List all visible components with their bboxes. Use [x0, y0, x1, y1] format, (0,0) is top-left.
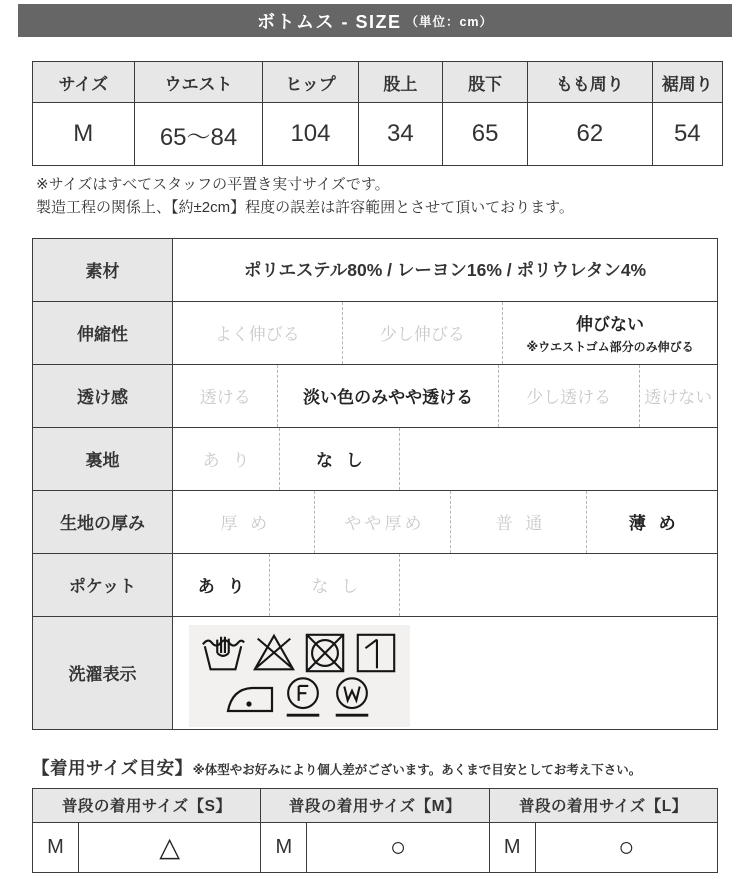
size-table — [32, 61, 723, 166]
fit-col-l — [489, 789, 717, 872]
hand-wash-icon — [199, 630, 247, 676]
hang-dry-in-shade-icon — [352, 630, 400, 676]
fit-col-l-header: 普段の着用サイズ【L】 — [490, 789, 717, 823]
size-note-line2: 製造工程の関係上、【約±2cm】程度の誤差は許容範囲とさせて頂いております。 — [36, 199, 574, 217]
size-table-header-row — [33, 62, 722, 102]
page-title-bar — [18, 4, 732, 37]
rise-value: 34 — [358, 103, 443, 165]
fit-col-l-size: M — [490, 823, 536, 872]
spec-row-pocket — [33, 553, 717, 616]
stretch-option-high: よく伸びる — [214, 325, 300, 344]
unit-label: （単位：cm） — [405, 14, 494, 29]
spec-table — [32, 238, 718, 730]
thickness-option-normal: 普通 — [450, 491, 586, 553]
sheer-option-opaque: 透けない — [639, 365, 717, 427]
laundry-icon-row-1 — [199, 630, 400, 676]
hip-value: 104 — [262, 103, 357, 165]
wet-clean-w-gentle-icon — [329, 674, 375, 720]
material-label: 素材 — [33, 239, 173, 301]
stretch-option-note: ※ウエストゴム部分のみ伸びる — [526, 340, 694, 354]
size-table-value-row — [33, 102, 722, 165]
inseam-col-header: 股下 — [442, 62, 527, 102]
spec-row-sheer — [33, 364, 717, 427]
fit-col-l-mark: ○ — [618, 831, 635, 862]
size-value: M — [73, 120, 94, 147]
sheer-option-light-colors: 淡い色のみやや透ける — [277, 365, 497, 427]
sheer-option-sheer: 透ける — [199, 388, 251, 407]
laundry-icon-row-2 — [225, 674, 400, 720]
material-value: ポリエステル80% / レーヨン16% / ポリウレタン4% — [243, 260, 647, 280]
fit-col-m — [260, 789, 488, 872]
lining-empty-cell — [399, 428, 717, 490]
pocket-empty-cell — [399, 554, 717, 616]
size-note-line1: ※サイズはすべてスタッフの平置き実寸サイズです。 — [36, 176, 390, 193]
pocket-option-no: なし — [269, 554, 399, 616]
fit-col-s — [33, 789, 260, 872]
stretch-label: 伸縮性 — [33, 302, 173, 364]
spec-row-thickness — [33, 490, 717, 553]
laundry-icon-panel — [189, 625, 410, 727]
size-notes — [36, 173, 730, 220]
pocket-option-yes: あり — [197, 577, 258, 596]
thigh-col-header: もも周り — [527, 62, 652, 102]
hem-col-header: 裾周り — [652, 62, 722, 102]
spec-row-stretch — [33, 301, 717, 364]
no-bleach-icon — [250, 630, 298, 676]
page-title: ボトムス - SIZE — [256, 11, 402, 32]
inseam-value: 65 — [442, 103, 527, 165]
fit-guide-heading — [32, 755, 730, 780]
fit-col-s-size: M — [33, 823, 79, 872]
fit-col-m-header: 普段の着用サイズ【M】 — [261, 789, 488, 823]
fit-guide-note: ※体型やお好みにより個人差がございます。あくまで目安としてお考え下さい。 — [192, 762, 642, 777]
stretch-option-none-text: 伸びない — [576, 315, 645, 334]
fit-col-m-mark: ○ — [389, 831, 407, 862]
stretch-option-slight: 少し伸びる — [342, 302, 502, 364]
no-tumble-dry-icon — [301, 630, 349, 676]
spec-row-laundry — [33, 616, 717, 729]
dry-clean-f-gentle-icon — [280, 674, 326, 720]
spec-row-material — [33, 239, 717, 301]
waist-value: 65〜84 — [134, 103, 263, 165]
size-col-header: サイズ — [58, 74, 109, 94]
lining-option-yes: あり — [202, 451, 263, 470]
fit-col-s-header: 普段の着用サイズ【S】 — [33, 789, 260, 823]
hip-col-header: ヒップ — [262, 62, 357, 102]
fit-col-s-mark: △ — [159, 831, 181, 862]
fit-guide-title: 【着用サイズ目安】 — [32, 757, 193, 778]
lining-option-no: なし — [279, 428, 399, 490]
rise-col-header: 股上 — [358, 62, 443, 102]
pocket-label: ポケット — [33, 554, 173, 616]
thigh-value: 62 — [527, 103, 652, 165]
lining-label: 裏地 — [33, 428, 173, 490]
sheer-option-slight: 少し透ける — [498, 365, 639, 427]
waist-col-header: ウエスト — [134, 62, 263, 102]
hem-value: 54 — [652, 103, 722, 165]
fit-col-m-size: M — [261, 823, 307, 872]
thickness-option-thick: 厚め — [220, 514, 280, 533]
thickness-option-thin: 薄め — [586, 491, 717, 553]
stretch-option-none — [502, 302, 717, 364]
fit-guide-table — [32, 788, 718, 873]
laundry-label: 洗濯表示 — [33, 617, 173, 729]
thickness-option-semi-thick: やや厚め — [314, 491, 450, 553]
thickness-label: 生地の厚み — [33, 491, 173, 553]
spec-row-lining — [33, 427, 717, 490]
iron-low-heat-icon — [225, 675, 277, 719]
sheer-label: 透け感 — [33, 365, 173, 427]
